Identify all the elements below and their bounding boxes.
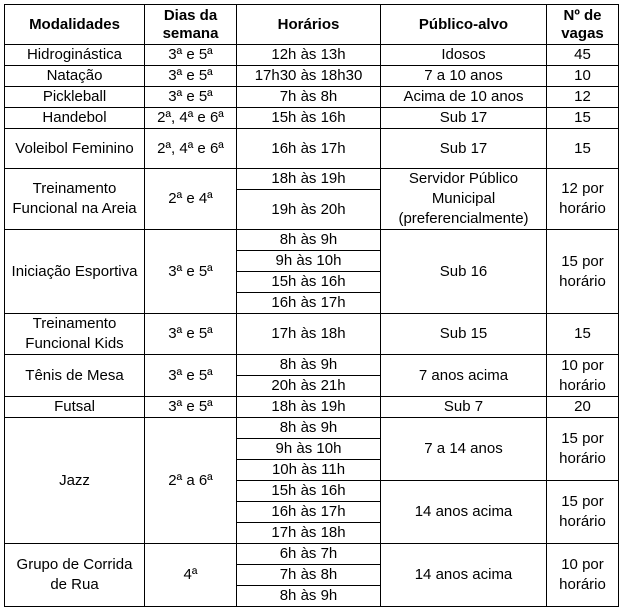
horario-cell: 18h às 19h	[237, 397, 381, 418]
vagas-cell: 12	[547, 87, 619, 108]
horario-cell: 20h às 21h	[237, 376, 381, 397]
table-row	[5, 418, 619, 439]
horario-cell: 15h às 16h	[237, 108, 381, 129]
modalidade-cell: Futsal	[5, 397, 145, 418]
table-row	[5, 544, 619, 565]
horario-cell: 7h às 8h	[237, 565, 381, 586]
vagas-cell: 12 por horário	[547, 169, 619, 230]
horario-cell: 16h às 17h	[237, 293, 381, 314]
horario-cell: 17h às 18h	[237, 314, 381, 355]
dias-cell: 2ª e 4ª	[145, 169, 237, 230]
table-row	[5, 66, 619, 87]
publico-cell: Sub 16	[381, 230, 547, 314]
publico-cell: 14 anos acima	[381, 544, 547, 607]
dias-cell: 3ª e 5ª	[145, 397, 237, 418]
horario-cell: 8h às 9h	[237, 418, 381, 439]
publico-cell: Acima de 10 anos	[381, 87, 547, 108]
horario-cell: 17h30 às 18h30	[237, 66, 381, 87]
header-publico: Público-alvo	[381, 5, 547, 45]
dias-cell: 2ª, 4ª e 6ª	[145, 129, 237, 169]
publico-cell: Sub 7	[381, 397, 547, 418]
publico-cell: Sub 17	[381, 129, 547, 169]
modalidade-cell: Iniciação Esportiva	[5, 230, 145, 314]
modalidade-cell: Handebol	[5, 108, 145, 129]
modalidade-cell: Hidroginástica	[5, 45, 145, 66]
vagas-cell: 20	[547, 397, 619, 418]
dias-cell: 3ª e 5ª	[145, 87, 237, 108]
table-row	[5, 129, 619, 169]
table-row	[5, 169, 619, 190]
table-row	[5, 108, 619, 129]
modalidade-cell: Voleibol Feminino	[5, 129, 145, 169]
table-row	[5, 355, 619, 376]
horario-cell: 16h às 17h	[237, 129, 381, 169]
modalidade-cell: Treinamento Funcional Kids	[5, 314, 145, 355]
horario-cell: 15h às 16h	[237, 481, 381, 502]
dias-cell: 3ª e 5ª	[145, 66, 237, 87]
modalidade-cell: Natação	[5, 66, 145, 87]
dias-cell: 3ª e 5ª	[145, 45, 237, 66]
vagas-cell: 15 por horário	[547, 481, 619, 544]
horario-cell: 12h às 13h	[237, 45, 381, 66]
vagas-cell: 15	[547, 129, 619, 169]
modalidade-cell: Treinamento Funcional na Areia	[5, 169, 145, 230]
horario-cell: 8h às 9h	[237, 355, 381, 376]
header-horarios: Horários	[237, 5, 381, 45]
dias-cell: 3ª e 5ª	[145, 314, 237, 355]
horario-cell: 15h às 16h	[237, 272, 381, 293]
publico-cell: 14 anos acima	[381, 481, 547, 544]
table-row	[5, 230, 619, 251]
horario-cell: 16h às 17h	[237, 502, 381, 523]
publico-cell: Sub 17	[381, 108, 547, 129]
dias-cell: 3ª e 5ª	[145, 355, 237, 397]
dias-cell: 3ª e 5ª	[145, 230, 237, 314]
table-row	[5, 45, 619, 66]
table-row	[5, 314, 619, 355]
modalidade-cell: Jazz	[5, 418, 145, 544]
table-row	[5, 87, 619, 108]
schedule-table	[4, 4, 619, 607]
horario-cell: 17h às 18h	[237, 523, 381, 544]
vagas-cell: 10 por horário	[547, 355, 619, 397]
dias-cell: 2ª, 4ª e 6ª	[145, 108, 237, 129]
vagas-cell: 10	[547, 66, 619, 87]
horario-cell: 19h às 20h	[237, 190, 381, 230]
modalidade-cell: Grupo de Corrida de Rua	[5, 544, 145, 607]
publico-cell: Servidor Público Municipal (preferencialmente)	[381, 169, 547, 230]
modalidade-cell: Pickleball	[5, 87, 145, 108]
header-vagas: Nº de vagas	[547, 5, 619, 45]
dias-cell: 4ª	[145, 544, 237, 607]
horario-cell: 8h às 9h	[237, 586, 381, 607]
vagas-cell: 15	[547, 108, 619, 129]
table-row	[5, 397, 619, 418]
publico-cell: 7 a 10 anos	[381, 66, 547, 87]
vagas-cell: 15 por horário	[547, 230, 619, 314]
horario-cell: 6h às 7h	[237, 544, 381, 565]
horario-cell: 10h às 11h	[237, 460, 381, 481]
header-modalidades: Modalidades	[5, 5, 145, 45]
publico-cell: Sub 15	[381, 314, 547, 355]
publico-cell: 7 a 14 anos	[381, 418, 547, 481]
horario-cell: 7h às 8h	[237, 87, 381, 108]
vagas-cell: 15 por horário	[547, 418, 619, 481]
vagas-cell: 15	[547, 314, 619, 355]
horario-cell: 9h às 10h	[237, 251, 381, 272]
horario-cell: 18h às 19h	[237, 169, 381, 190]
modalidade-cell: Tênis de Mesa	[5, 355, 145, 397]
horario-cell: 9h às 10h	[237, 439, 381, 460]
dias-cell: 2ª a 6ª	[145, 418, 237, 544]
header-dias: Dias da semana	[145, 5, 237, 45]
horario-cell: 8h às 9h	[237, 230, 381, 251]
publico-cell: Idosos	[381, 45, 547, 66]
vagas-cell: 45	[547, 45, 619, 66]
table-header-row	[5, 5, 619, 45]
schedule-table-container	[4, 4, 619, 607]
vagas-cell: 10 por horário	[547, 544, 619, 607]
publico-cell: 7 anos acima	[381, 355, 547, 397]
